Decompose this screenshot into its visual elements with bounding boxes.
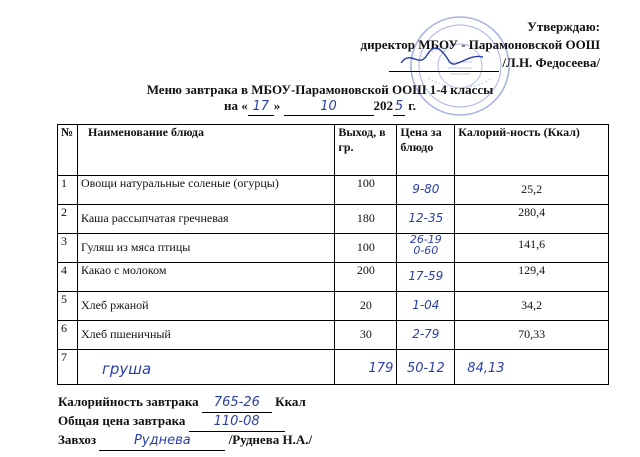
row-output: 30 bbox=[335, 321, 397, 350]
header-output: Выход, в гр. bbox=[335, 125, 397, 176]
row-number: 4 bbox=[58, 263, 78, 292]
menu-date-month: 10 bbox=[284, 99, 374, 116]
table-header-row bbox=[58, 125, 609, 176]
row-price-main: 26-19 bbox=[409, 233, 442, 246]
menu-title bbox=[0, 82, 640, 116]
row-price: 17-59 bbox=[397, 263, 455, 292]
header-calories: Калорий-ность (Ккал) bbox=[455, 125, 609, 176]
row-price bbox=[397, 234, 455, 263]
row-dish-name: Хлеб пшеничный bbox=[77, 321, 334, 350]
row-calories: 84,13 bbox=[455, 350, 609, 385]
menu-date-line: на « 17 » 10 202 5 г. bbox=[224, 98, 416, 114]
footer-calories bbox=[58, 392, 306, 413]
row-dish-name: груша bbox=[77, 350, 334, 385]
menu-date-year-digit: 5 bbox=[394, 99, 404, 114]
row-dish-name: Гуляш из мяса птицы bbox=[77, 234, 334, 263]
approval-signature-line bbox=[361, 54, 600, 72]
approval-heading: Утверждаю: bbox=[527, 19, 600, 34]
row-price: 9-80 bbox=[397, 176, 455, 205]
footer-supply bbox=[58, 430, 312, 451]
footer-price-value: 110-08 bbox=[189, 412, 285, 432]
row-output: 100 bbox=[335, 176, 397, 205]
footer-calories-value: 765-26 bbox=[202, 393, 272, 413]
header-number: № bbox=[58, 125, 78, 176]
table-row bbox=[58, 205, 609, 234]
header-dish-name: Наименование блюда bbox=[77, 125, 334, 176]
row-calories: 129,4 bbox=[455, 263, 609, 292]
row-number: 3 bbox=[58, 234, 78, 263]
row-dish-name: Каша рассыпчатая гречневая bbox=[77, 205, 334, 234]
row-calories: 141,6 bbox=[455, 234, 609, 263]
row-output: 100 bbox=[335, 234, 397, 263]
footer-calories-unit: Ккал bbox=[275, 394, 306, 409]
footer-calories-label: Калорийность завтрака bbox=[58, 394, 199, 409]
row-calories: 34,2 bbox=[455, 292, 609, 321]
row-dish-name: Овощи натуральные соленые (огурцы) bbox=[77, 176, 334, 205]
row-price: 1-04 bbox=[397, 292, 455, 321]
header-price: Цена за блюдо bbox=[397, 125, 455, 176]
row-number: 5 bbox=[58, 292, 78, 321]
director-name: /Л.Н. Федосеева/ bbox=[502, 55, 600, 70]
approval-block bbox=[361, 18, 600, 72]
row-calories: 280,4 bbox=[455, 205, 609, 234]
row-price-extra: 0-60 bbox=[413, 244, 439, 257]
row-output: 179 bbox=[335, 350, 397, 385]
menu-title-line: Меню завтрака в МБОУ-Парамоновской ООШ 1-4 классы bbox=[146, 82, 494, 97]
menu-table bbox=[57, 124, 609, 385]
footer-supply-label: Завхоз bbox=[58, 432, 97, 447]
row-price: 50-12 bbox=[397, 350, 455, 385]
approval-position: директор МБОУ - Парамоновской ООШ bbox=[360, 37, 600, 52]
row-dish-name: Хлеб ржаной bbox=[77, 292, 334, 321]
row-calories: 25,2 bbox=[455, 176, 609, 205]
table-row bbox=[58, 263, 609, 292]
table-row bbox=[58, 350, 609, 385]
table-row bbox=[58, 292, 609, 321]
menu-date-day: 17 bbox=[248, 99, 274, 116]
row-number: 7 bbox=[58, 350, 78, 385]
row-output: 20 bbox=[335, 292, 397, 321]
row-calories: 70,33 bbox=[455, 321, 609, 350]
table-row bbox=[58, 176, 609, 205]
footer-price bbox=[58, 411, 285, 432]
director-signature bbox=[397, 47, 487, 69]
row-dish-name: Какао с молоком bbox=[77, 263, 334, 292]
footer-supply-name: /Руднева Н.А./ bbox=[228, 432, 313, 447]
table-row bbox=[58, 234, 609, 263]
row-output: 180 bbox=[335, 205, 397, 234]
footer-price-label: Общая цена завтрака bbox=[58, 413, 186, 428]
row-number: 6 bbox=[58, 321, 78, 350]
table-row bbox=[58, 321, 609, 350]
row-number: 1 bbox=[58, 176, 78, 205]
row-price: 2-79 bbox=[397, 321, 455, 350]
supply-signature: Руднева bbox=[99, 431, 225, 451]
row-output: 200 bbox=[335, 263, 397, 292]
row-number: 2 bbox=[58, 205, 78, 234]
row-price: 12-35 bbox=[397, 205, 455, 234]
